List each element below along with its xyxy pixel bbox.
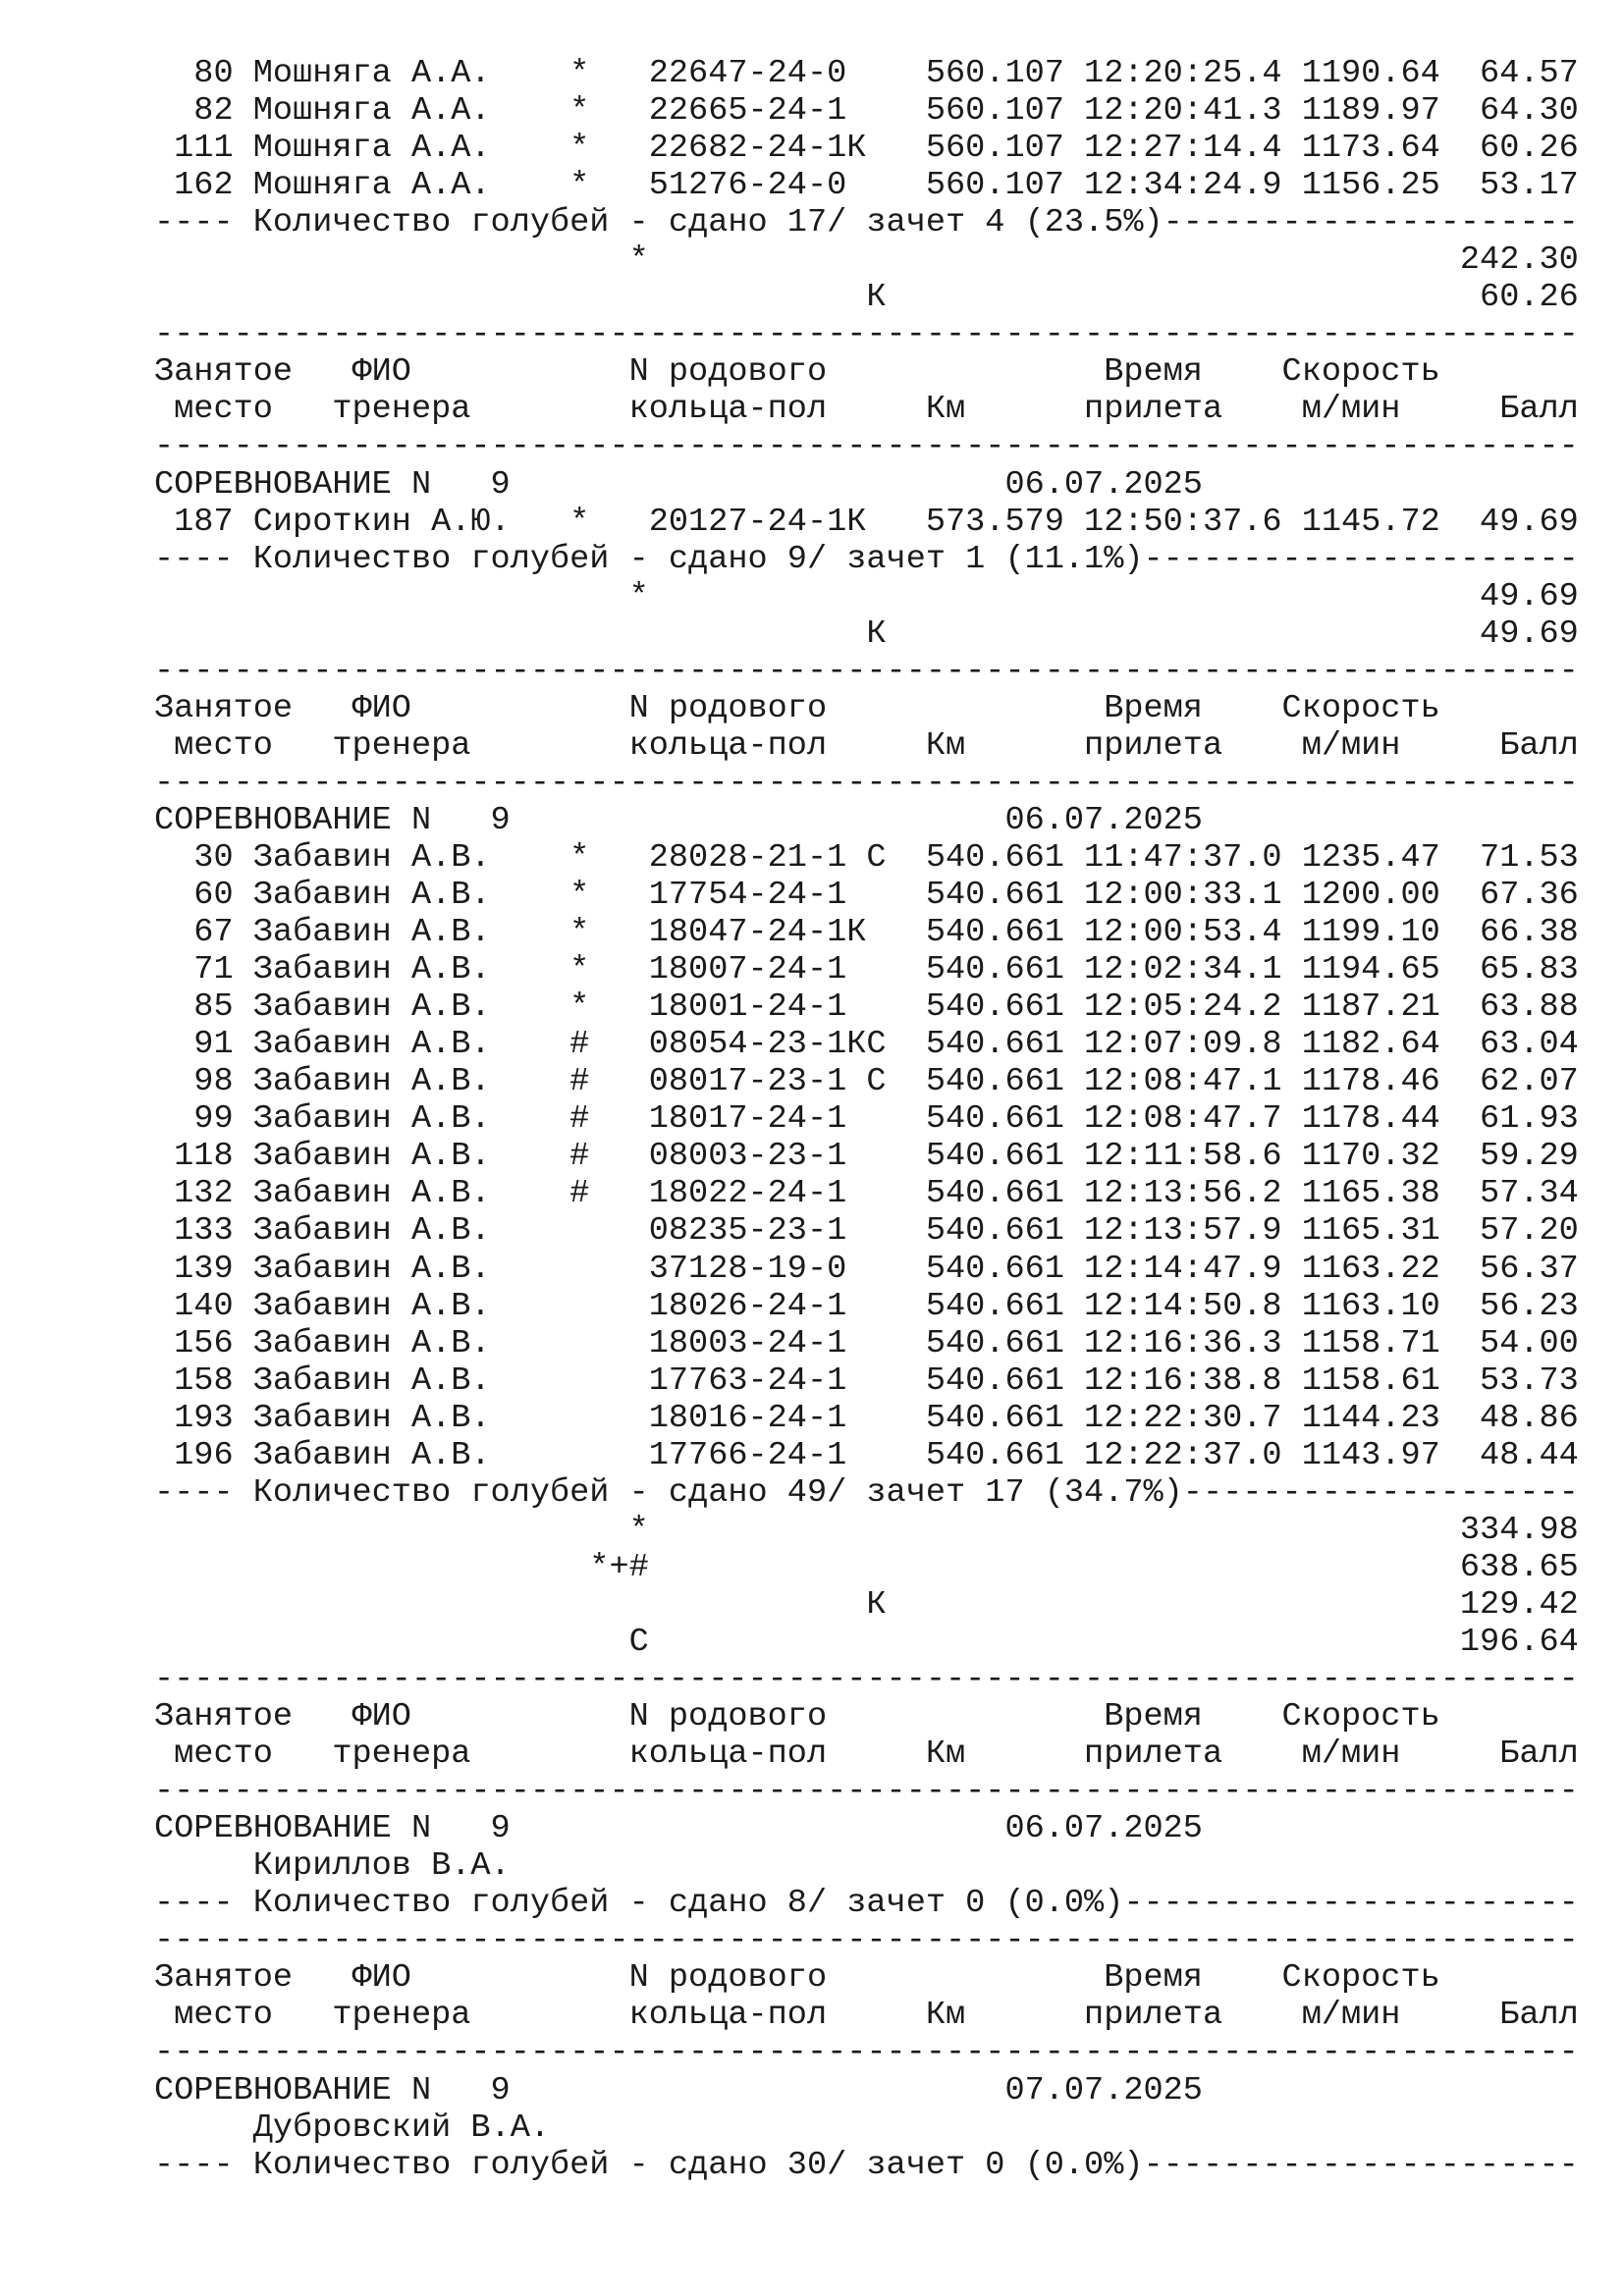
- separator-line: ------------------------------------------------------------------------: [154, 428, 1579, 466]
- subtotal-line: С 196.64: [154, 1623, 1579, 1661]
- table-header-line-1: Занятое ФИО N родового Время Скорость: [154, 1698, 1440, 1736]
- result-row: 98 Забавин А.В. # 08017-23-1 С 540.661 12:08:47.1 1178.46 62.07: [154, 1063, 1579, 1101]
- table-header-line-1: Занятое ФИО N родового Время Скорость: [154, 1959, 1440, 1998]
- pigeon-count-summary: ---- Количество голубей - сдано 30/ зачет 0 (0.0%)----------------------: [154, 2146, 1579, 2184]
- competition-heading: СОРЕВНОВАНИЕ N 9 07.07.2025: [154, 2071, 1203, 2109]
- table-header-line-2: место тренера кольца-пол Км прилета м/мин Балл: [154, 391, 1579, 429]
- result-row: 133 Забавин А.В. 08235-23-1 540.661 12:13:57.9 1165.31 57.20: [154, 1212, 1579, 1251]
- separator-line: ------------------------------------------------------------------------: [154, 1773, 1579, 1811]
- result-row: 187 Сироткин А.Ю. * 20127-24-1К 573.579 12:50:37.6 1145.72 49.69: [154, 503, 1579, 541]
- result-row: 132 Забавин А.В. # 18022-24-1 540.661 12:13:56.2 1165.38 57.34: [154, 1175, 1579, 1213]
- table-header-line-2: место тренера кольца-пол Км прилета м/мин Балл: [154, 726, 1579, 765]
- table-header-line-1: Занятое ФИО N родового Время Скорость: [154, 689, 1440, 727]
- subtotal-line: * 334.98: [154, 1511, 1579, 1549]
- separator-line: ------------------------------------------------------------------------: [154, 1661, 1579, 1699]
- result-row: 162 Мошняга А.А. * 51276-24-0 560.107 12:34:24.9 1156.25 53.17: [154, 167, 1579, 205]
- result-row: 111 Мошняга А.А. * 22682-24-1К 560.107 12:27:14.4 1173.64 60.26: [154, 130, 1579, 168]
- result-row: 139 Забавин А.В. 37128-19-0 540.661 12:14:47.9 1163.22 56.37: [154, 1250, 1579, 1288]
- result-row: 82 Мошняга А.А. * 22665-24-1 560.107 12:20:41.3 1189.97 64.30: [154, 92, 1579, 131]
- subtotal-line: К 49.69: [154, 614, 1579, 653]
- separator-line: ------------------------------------------------------------------------: [154, 316, 1579, 354]
- result-row: 140 Забавин А.В. 18026-24-1 540.661 12:14:50.8 1163.10 56.23: [154, 1287, 1579, 1325]
- result-row: 91 Забавин А.В. # 08054-23-1КС 540.661 12:07:09.8 1182.64 63.04: [154, 1026, 1579, 1064]
- result-row: 196 Забавин А.В. 17766-24-1 540.661 12:22:37.0 1143.97 48.44: [154, 1436, 1579, 1474]
- result-row: 71 Забавин А.В. * 18007-24-1 540.661 12:02:34.1 1194.65 65.83: [154, 951, 1579, 989]
- separator-line: ------------------------------------------------------------------------: [154, 2034, 1579, 2072]
- subtotal-line: *+# 638.65: [154, 1548, 1579, 1586]
- table-header-line-1: Занятое ФИО N родового Время Скорость: [154, 353, 1440, 392]
- subtotal-line: * 49.69: [154, 577, 1579, 615]
- separator-line: ------------------------------------------------------------------------: [154, 652, 1579, 690]
- pigeon-count-summary: ---- Количество голубей - сдано 8/ зачет 0 (0.0%)-----------------------: [154, 1885, 1579, 1923]
- separator-line: ------------------------------------------------------------------------: [154, 1922, 1579, 1960]
- subtotal-line: К 129.42: [154, 1585, 1579, 1624]
- result-row: 99 Забавин А.В. # 18017-24-1 540.661 12:08:47.7 1178.44 61.93: [154, 1100, 1579, 1139]
- competition-heading: СОРЕВНОВАНИЕ N 9 06.07.2025: [154, 1810, 1203, 1848]
- result-row: 158 Забавин А.В. 17763-24-1 540.661 12:16:38.8 1158.61 53.73: [154, 1362, 1579, 1400]
- results-printout: [154, 55, 1588, 2184]
- table-header-line-2: место тренера кольца-пол Км прилета м/мин Балл: [154, 1735, 1579, 1774]
- result-row: 60 Забавин А.В. * 17754-24-1 540.661 12:00:33.1 1200.00 67.36: [154, 877, 1579, 915]
- subtotal-line: К 60.26: [154, 279, 1579, 317]
- result-row: 118 Забавин А.В. # 08003-23-1 540.661 12:11:58.6 1170.32 59.29: [154, 1138, 1579, 1176]
- result-row: 156 Забавин А.В. 18003-24-1 540.661 12:16:36.3 1158.71 54.00: [154, 1324, 1579, 1362]
- pigeon-count-summary: ---- Количество голубей - сдано 17/ зачет 4 (23.5%)---------------------: [154, 204, 1579, 242]
- result-row: 67 Забавин А.В. * 18047-24-1К 540.661 12:00:53.4 1199.10 66.38: [154, 914, 1579, 952]
- result-row: 85 Забавин А.В. * 18001-24-1 540.661 12:05:24.2 1187.21 63.88: [154, 988, 1579, 1027]
- trainer-name: Кириллов В.А.: [154, 1847, 511, 1886]
- competition-heading: СОРЕВНОВАНИЕ N 9 06.07.2025: [154, 801, 1203, 839]
- trainer-name: Дубровский В.А.: [154, 2109, 551, 2147]
- result-row: 30 Забавин А.В. * 28028-21-1 С 540.661 11:47:37.0 1235.47 71.53: [154, 838, 1579, 877]
- result-row: 193 Забавин А.В. 18016-24-1 540.661 12:22:30.7 1144.23 48.86: [154, 1399, 1579, 1437]
- result-row: 80 Мошняга А.А. * 22647-24-0 560.107 12:20:25.4 1190.64 64.57: [154, 55, 1579, 92]
- pigeon-count-summary: ---- Количество голубей - сдано 9/ зачет 1 (11.1%)----------------------: [154, 540, 1579, 578]
- separator-line: ------------------------------------------------------------------------: [154, 764, 1579, 802]
- competition-heading: СОРЕВНОВАНИЕ N 9 06.07.2025: [154, 465, 1203, 504]
- table-header-line-2: место тренера кольца-пол Км прилета м/мин Балл: [154, 1997, 1579, 2035]
- pigeon-count-summary: ---- Количество голубей - сдано 49/ зачет 17 (34.7%)--------------------: [154, 1473, 1579, 1512]
- subtotal-line: * 242.30: [154, 241, 1579, 280]
